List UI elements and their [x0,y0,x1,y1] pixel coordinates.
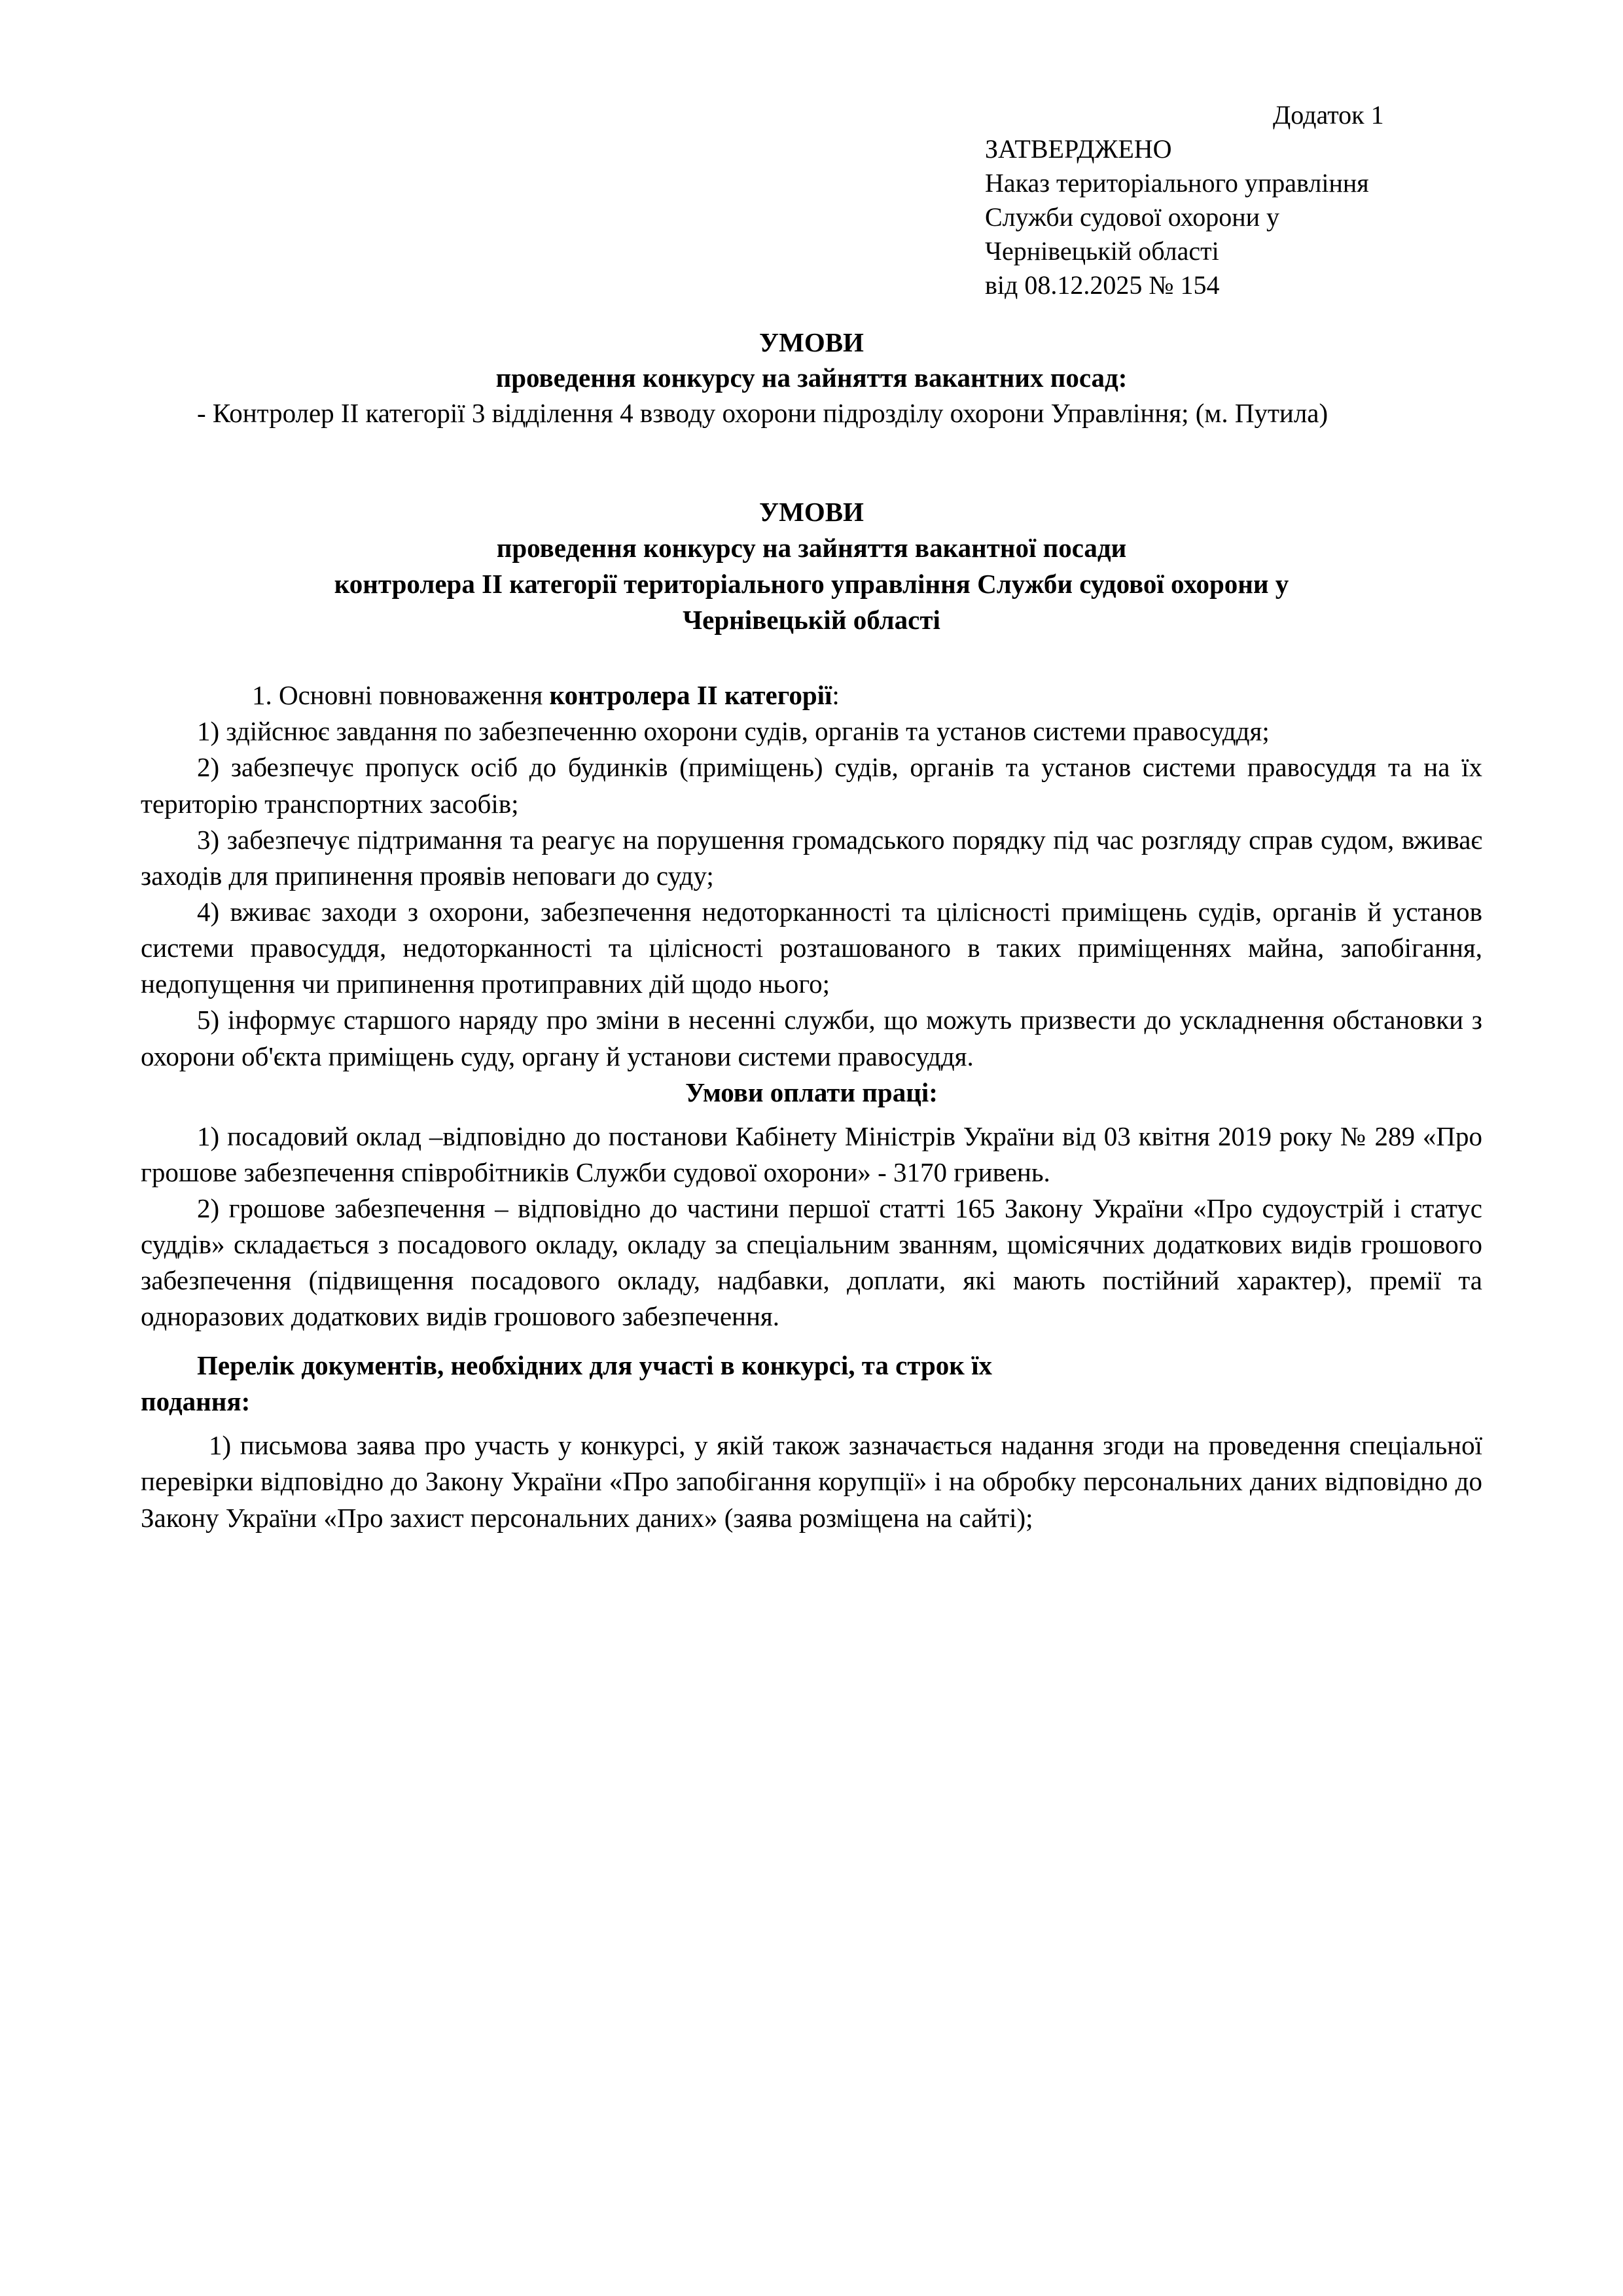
title-2-line-1: УМОВИ [759,497,864,528]
approval-line-1: Наказ територіального управління [985,168,1369,198]
section-1-item-2: 2) забезпечує пропуск осіб до будинків (приміщень) судів, органів та установ системи правосуддя та на їх територію транспортних засобів; [141,752,1482,819]
vacancy-paragraph: - Контролер ІІ категорії 3 відділення 4 взводу охорони підрозділу охорони Управління; (м. Путила) [197,398,1329,429]
pay-conditions-heading: Умови оплати праці: [685,1077,938,1107]
appendix-label: Додаток 1 [1273,100,1384,130]
approval-header [985,98,1482,302]
title-2-line-4: Чернівецькій області [683,605,940,636]
title-1-line-2: проведення конкурсу на зайняття вакантних посад: [495,363,1128,393]
section-1-heading [141,677,1482,713]
documents-heading-line-1: Перелік документів, необхідних для участі в конкурсі, та строк їх [197,1350,993,1381]
section-1-item-1: 1) здійснює завдання по забезпеченню охорони судів, органів та установ системи правосуддя; [197,716,1270,747]
approval-line-4: від 08.12.2025 № 154 [985,270,1220,300]
pay-item-1: 1) посадовий оклад –відповідно до постанови Кабінету Міністрів України від 03 квітня 2019 року № 289 «Про грошове забезпечення співробітників Служби судової охорони» - 3170 гривень. [141,1121,1482,1187]
approval-line-2: Служби судової охорони у [985,202,1280,232]
approval-line-3: Чернівецькій області [985,236,1219,266]
section-1-item-3: 3) забезпечує підтримання та реагує на порушення громадського порядку під час розгляду справ судом, вживає заходів для припинення проявів неповаги до суду; [141,824,1482,891]
section-1-item-4: 4) вживає заходи з охорони, забезпечення недоторканності та цілісності приміщень судів, органів й установ системи правосуддя, недоторканності та цілісності розташованого в таких приміщеннях майна, запобігання, недопущення чи припинення протиправних дій щодо нього; [141,896,1482,999]
documents-heading-line-2: подання: [141,1386,251,1417]
section-1-item-5: 5) інформує старшого наряду про зміни в несенні служби, що можуть призвести до ускладнення обстановки з охорони об'єкта приміщень суду, органу й установи системи правосуддя. [141,1005,1482,1071]
title-2-line-2: проведення конкурсу на зайняття вакантної посади [496,533,1127,564]
approved-label: ЗАТВЕРДЖЕНО [985,134,1172,164]
title-1-line-1: УМОВИ [759,327,864,357]
pay-item-2: 2) грошове забезпечення – відповідно до частини першої статті 165 Закону України «Про судоустрій і статус суддів» складається з посадового окладу, окладу за спеціальним званням, щомісячних додаткових видів грошового забезпечення (підвищення посадового окладу, надбавки, доплати, які мають постійний характер), премії та одноразових додаткових видів грошового забезпечення. [141,1193,1482,1332]
title-2-line-3: контролера ІІ категорії територіального управління Служби судової охорони у [334,569,1289,600]
section-1-heading-prefix: 1. Основні повноваження [252,680,550,711]
documents-item-1: 1) письмова заява про участь у конкурсі, у якій також зазначається надання згоди на проведення спеціальної перевірки відповідно до Закону України «Про запобігання корупції» і на обробку персональних даних відповідно до Закону України «Про захист персональних даних» (заява розміщена на сайті); [141,1430,1482,1533]
section-1-heading-bold: контролера ІІ категорії [549,680,832,711]
section-1-heading-suffix: : [832,680,840,711]
